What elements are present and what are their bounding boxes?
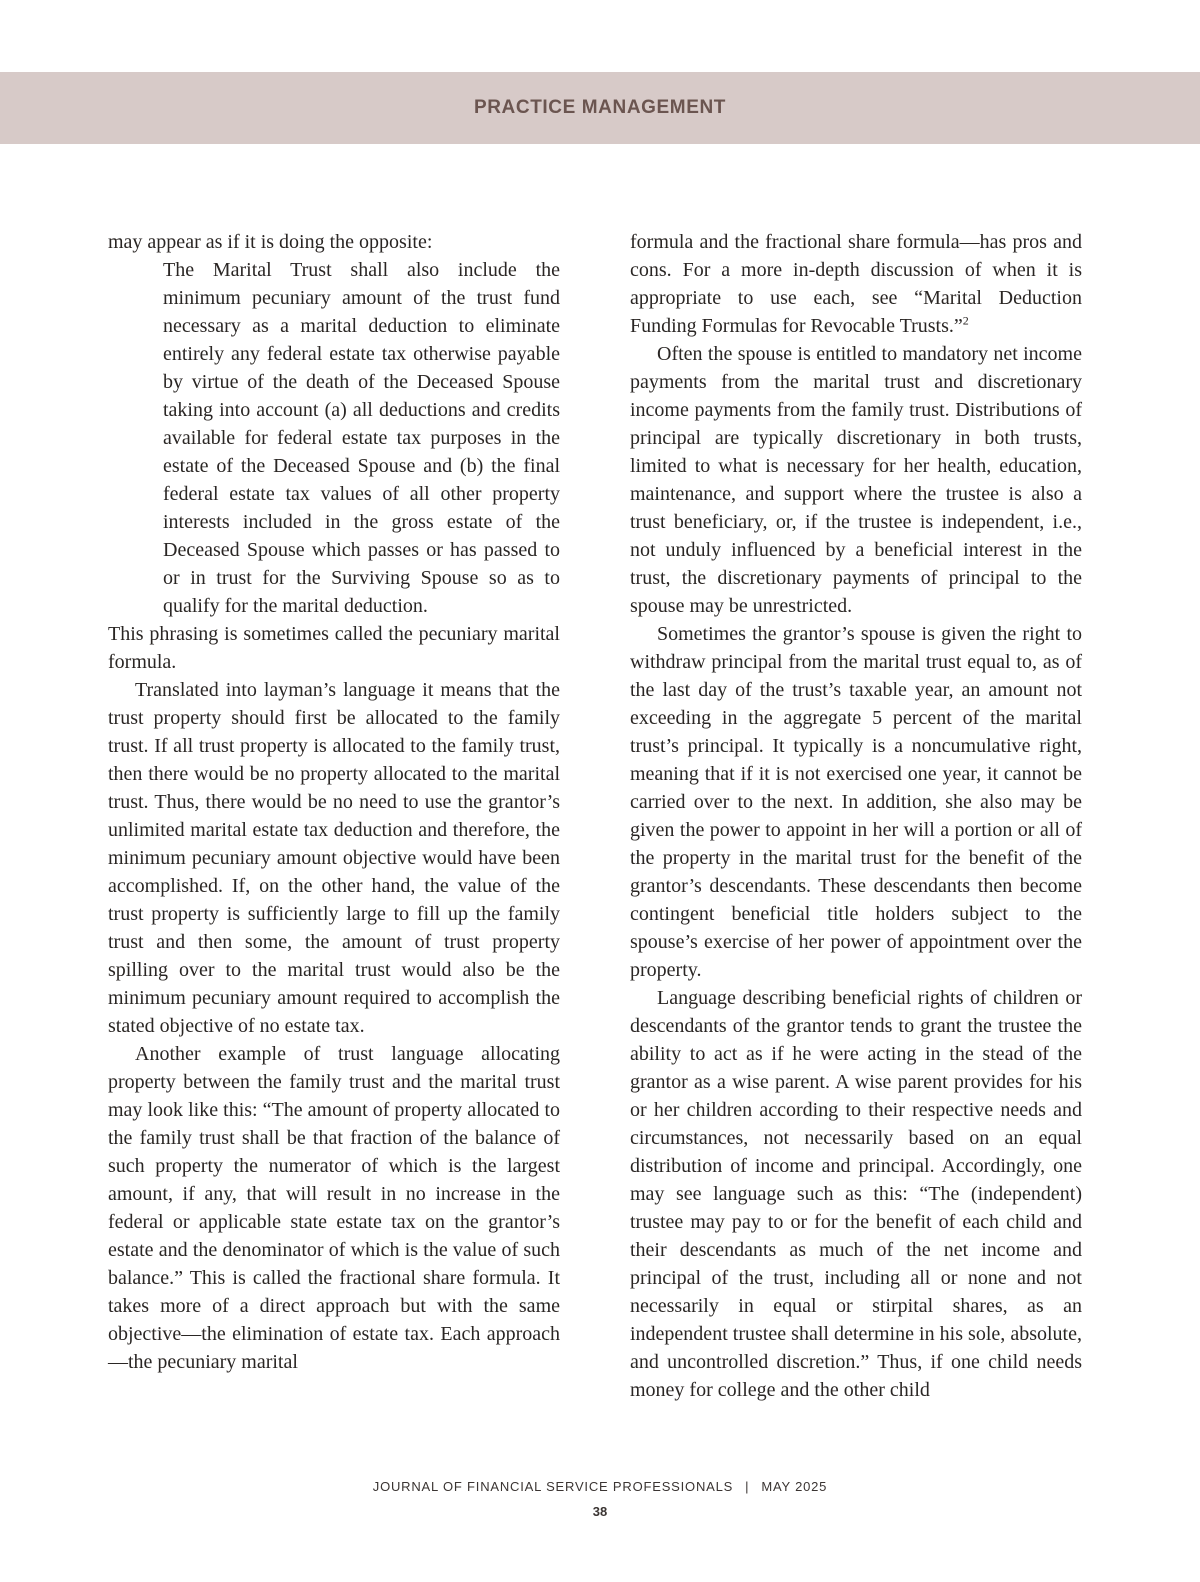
footer-journal-line — [0, 1479, 1200, 1494]
paragraph: This phrasing is sometimes called the pecuniary marital formula. — [108, 623, 560, 673]
paragraph: Another example of trust language allocating property between the family trust and the marital trust may look like this: “The amount of property allocated to the family trust shall be that fraction of the balance of such property the numerator of which is the largest amount, if any, that will result in no increase in the federal or applicable state estate tax on the grantor’s estate and the denominator of which is the value of such balance.” This is called the fractional share formula. It takes more of a direct approach but with the same objective—the elimination of estate tax. Each approach—the pecuniary marital — [108, 1043, 560, 1373]
left-column — [108, 228, 560, 1376]
issue-date: MAY 2025 — [761, 1479, 828, 1494]
paragraph: may appear as if it is doing the opposite: — [108, 231, 433, 253]
page-number: 38 — [592, 1504, 608, 1519]
journal-name: JOURNAL OF FINANCIAL SERVICE PROFESSIONALS — [372, 1479, 734, 1494]
footnote-reference: 2 — [962, 313, 969, 328]
section-header-band — [0, 72, 1200, 144]
paragraph — [630, 228, 1082, 340]
paragraph: Often the spouse is entitled to mandatory net income payments from the marital trust and discretionary income payments from the family trust. Distributions of principal are typically discretionary in both trusts, limited to what is necessary for her health, education, maintenance, and support where the trustee is also a trust beneficiary, or, if the trustee is independent, i.e., not unduly influenced by a beneficial interest in the trust, the discretionary payments of principal to the spouse may be unrestricted. — [630, 343, 1082, 617]
block-quote: The Marital Trust shall also include the minimum pecuniary amount of the trust fund necessary as a marital deduction to eliminate entirely any federal estate tax otherwise payable by virtue of the death of the Deceased Spouse taking into account (a) all deductions and credits available for federal estate tax purposes in the estate of the Deceased Spouse and (b) the final federal estate tax values of all other property interests included in the gross estate of the Deceased Spouse which passes or has passed to or in trust for the Surviving Spouse so as to qualify for the marital deduction. — [163, 259, 560, 617]
paragraph-text: formula and the fractional share formula—has pros and cons. For a more in-depth discussion of when it is appropriate to use each, see “Marital Deduction Funding Formulas for Revocable Trusts.” — [630, 231, 1082, 337]
paragraph: Language describing beneficial rights of children or descendants of the grantor tends to grant the trustee the ability to act as if he were acting in the stead of the grantor as a wise parent. A wise parent provides for his or her children according to their respective needs and circumstances, not necessarily based on an equal distribution of income and principal. Accordingly, one may see language such as this: “The (independent) trustee may pay to or for the benefit of each child and their descendants as much of the net income and principal of the trust, including all or none and not necessarily in equal or stirpital shares, as an independent trustee shall determine in his sole, absolute, and uncontrolled discretion.” Thus, if one child needs money for college and the other child — [630, 987, 1082, 1401]
paragraph: Translated into layman’s language it means that the trust property should first be allocated to the family trust. If all trust property is allocated to the family trust, then there would be no property allocated to the marital trust. Thus, there would be no need to use the grantor’s unlimited marital estate tax deduction and therefore, the minimum pecuniary amount objective would have been accomplished. If, on the other hand, the value of the trust property is sufficiently large to fill up the family trust and then some, the amount of trust property spilling over to the marital trust would also be the minimum pecuniary amount required to accomplish the stated objective of no estate tax. — [108, 679, 560, 1037]
section-title: PRACTICE MANAGEMENT — [473, 97, 727, 118]
right-column — [630, 228, 1082, 1404]
paragraph: Sometimes the grantor’s spouse is given the right to withdraw principal from the marital trust equal to, as of the last day of the trust’s taxable year, an amount not exceeding in the aggregate 5 percent of the marital trust’s principal. It typically is a noncumulative right, meaning that if it is not exercised one year, it cannot be carried over to the next. In addition, she also may be given the power to appoint in her will a portion or all of the property in the marital trust for the benefit of the grantor’s descendants. These descendants then become contingent beneficial title holders subject to the spouse’s exercise of her power of appointment over the property. — [630, 623, 1082, 981]
footer-separator: | — [745, 1479, 750, 1494]
